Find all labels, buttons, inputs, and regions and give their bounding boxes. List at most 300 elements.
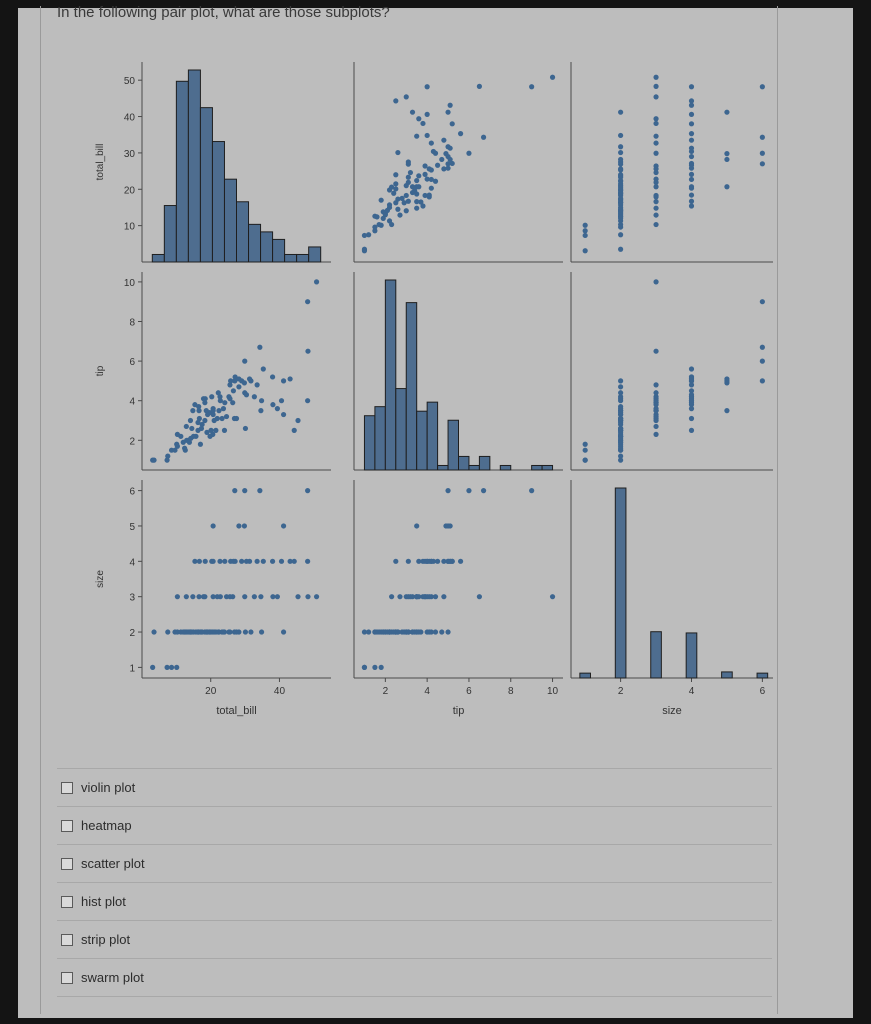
hist-bar-total-bill (297, 254, 309, 262)
scatter-point (222, 559, 227, 564)
scatter-point (427, 166, 432, 171)
subplot-size-vs-tip (354, 480, 563, 678)
scatter-point (550, 75, 555, 80)
scatter-point (653, 121, 658, 126)
scatter-point (395, 207, 400, 212)
scatter-point (172, 629, 177, 634)
scatter-point (211, 408, 216, 413)
scatter-point (404, 94, 409, 99)
scatter-point (203, 396, 208, 401)
hist-bar-tip (469, 465, 479, 470)
scatter-point (425, 112, 430, 117)
scatter-point (618, 406, 623, 411)
scatter-point (653, 432, 658, 437)
scatter-point (372, 629, 377, 634)
scatter-point (255, 559, 260, 564)
hist-bar-tip (396, 389, 406, 470)
scatter-point (200, 422, 205, 427)
scatter-point (416, 116, 421, 121)
subplot-size-vs-total_bill (142, 480, 331, 678)
scatter-point (242, 359, 247, 364)
scatter-point (760, 84, 765, 89)
scatter-point (188, 436, 193, 441)
scatter-point (653, 279, 658, 284)
scatter-point (244, 559, 249, 564)
scatter-point (760, 299, 765, 304)
scatter-point (397, 594, 402, 599)
y-tick-label: 10 (123, 221, 135, 233)
scatter-point (583, 228, 588, 233)
x-tick-label: 20 (205, 686, 217, 697)
option-label: strip plot (81, 932, 131, 947)
scatter-point (410, 110, 415, 115)
scatter-point (281, 523, 286, 528)
x-tick-label: 2 (617, 686, 624, 697)
scatter-point (236, 523, 241, 528)
scatter-point (653, 222, 658, 227)
scatter-point (188, 418, 193, 423)
scatter-point (653, 206, 658, 211)
y-axis-label: tip (95, 365, 106, 377)
scatter-point (257, 345, 262, 350)
subplot-total_bill-vs-tip (354, 62, 563, 262)
scatter-point (281, 412, 286, 417)
scatter-point (618, 224, 623, 229)
scatter-point (393, 172, 398, 177)
hist-bar-size (757, 673, 768, 678)
scatter-point (427, 192, 432, 197)
x-tick-label: 4 (424, 686, 430, 697)
scatter-point (242, 488, 247, 493)
scatter-point (477, 84, 482, 89)
scatter-point (192, 559, 197, 564)
scatter-point (618, 454, 623, 459)
scatter-point (281, 629, 286, 634)
scatter-point (188, 629, 193, 634)
scatter-point (257, 488, 262, 493)
scatter-point (362, 665, 367, 670)
scatter-point (406, 175, 411, 180)
scatter-point (196, 408, 201, 413)
y-tick-label: 4 (129, 396, 135, 408)
scatter-point (416, 173, 421, 178)
scatter-point (232, 488, 237, 493)
scatter-point (689, 163, 694, 168)
option-violin-plot[interactable] (57, 768, 772, 806)
scatter-point (236, 384, 241, 389)
scatter-point (689, 98, 694, 103)
scatter-point (653, 424, 658, 429)
scatter-point (653, 134, 658, 139)
scatter-point (227, 629, 232, 634)
scatter-point (222, 400, 227, 405)
scatter-point (618, 384, 623, 389)
scatter-point (653, 180, 658, 185)
scatter-point (209, 394, 214, 399)
scatter-point (242, 380, 247, 385)
hist-bar-tip (500, 465, 510, 470)
scatter-point (689, 112, 694, 117)
scatter-point (200, 629, 205, 634)
scatter-point (227, 594, 232, 599)
scatter-point (387, 187, 392, 192)
scatter-point (618, 150, 623, 155)
scatter-point (583, 223, 588, 228)
scatter-point (445, 629, 450, 634)
scatter-point (481, 488, 486, 493)
scatter-point (314, 594, 319, 599)
hist-bar-total-bill (224, 179, 236, 262)
scatter-point (184, 424, 189, 429)
scatter-point (204, 430, 209, 435)
scatter-point (653, 94, 658, 99)
scatter-point (425, 84, 430, 89)
scatter-point (448, 146, 453, 151)
scatter-point (211, 559, 216, 564)
scatter-point (689, 382, 694, 387)
scatter-point (305, 349, 310, 354)
scatter-point (689, 131, 694, 136)
x-tick-label: 2 (382, 686, 389, 697)
scatter-point (175, 432, 180, 437)
subplot-size-vs-size (571, 480, 773, 678)
scatter-point (242, 594, 247, 599)
scatter-point (234, 629, 239, 634)
page-background (18, 4, 853, 1018)
checkbox[interactable] (61, 858, 73, 870)
scatter-point (618, 422, 623, 427)
scatter-point (211, 523, 216, 528)
scatter-point (252, 394, 257, 399)
x-tick-label: 40 (273, 686, 286, 697)
scatter-point (653, 194, 658, 199)
y-tick-label: 10 (123, 277, 135, 289)
scatter-point (404, 208, 409, 213)
scatter-point (416, 594, 421, 599)
x-tick-label: 8 (507, 686, 514, 697)
scatter-point (689, 184, 694, 189)
scatter-point (439, 629, 444, 634)
scatter-point (362, 247, 367, 252)
checkbox[interactable] (61, 782, 73, 794)
scatter-point (760, 345, 765, 350)
scatter-point (529, 488, 534, 493)
option-hist-plot[interactable] (57, 882, 772, 920)
question-text: In the following pair plot, what are those subplots? (57, 4, 390, 21)
hist-bar-total-bill (212, 142, 224, 262)
scatter-point (305, 488, 310, 493)
scatter-point (618, 247, 623, 252)
checkbox[interactable] (61, 972, 73, 984)
scatter-point (425, 559, 430, 564)
scatter-point (435, 163, 440, 168)
hist-bar-tip (532, 465, 542, 470)
scatter-point (169, 665, 174, 670)
scatter-point (653, 199, 658, 204)
scatter-point (445, 488, 450, 493)
option-strip-plot[interactable] (57, 920, 772, 958)
scatter-point (618, 179, 623, 184)
scatter-point (441, 138, 446, 143)
scatter-point (259, 629, 264, 634)
subplot-tip-vs-total_bill (142, 272, 331, 470)
scatter-point (172, 448, 177, 453)
scatter-point (583, 458, 588, 463)
scatter-point (583, 233, 588, 238)
y-tick-label: 8 (129, 317, 135, 329)
scatter-point (216, 390, 221, 395)
scatter-point (618, 232, 623, 237)
scatter-point (270, 559, 275, 564)
scatter-point (760, 161, 765, 166)
checkbox[interactable] (61, 820, 73, 832)
hist-bar-size (580, 673, 591, 678)
scatter-point (477, 594, 482, 599)
y-tick-label: 1 (129, 663, 135, 675)
y-tick-label: 40 (123, 112, 135, 124)
scatter-point (618, 378, 623, 383)
checkbox[interactable] (61, 934, 73, 946)
scatter-point (195, 428, 200, 433)
scatter-point (414, 191, 419, 196)
scatter-point (429, 186, 434, 191)
scatter-point (414, 523, 419, 528)
x-axis-label: size (662, 705, 682, 717)
y-tick-label: 50 (123, 76, 135, 88)
scatter-point (618, 144, 623, 149)
scatter-point (389, 594, 394, 599)
hist-bar-total-bill (164, 206, 176, 262)
x-axis-label: total_bill (216, 705, 257, 717)
hist-bar-size (615, 488, 626, 678)
scatter-point (261, 559, 266, 564)
y-tick-label: 2 (129, 436, 135, 448)
scatter-point (248, 629, 253, 634)
option-label: violin plot (81, 780, 136, 795)
scatter-point (466, 488, 471, 493)
scatter-point (372, 224, 377, 229)
scatter-point (222, 428, 227, 433)
scatter-point (425, 133, 430, 138)
scatter-point (448, 103, 453, 108)
scatter-point (216, 629, 221, 634)
scatter-point (189, 426, 194, 431)
scatter-point (174, 665, 179, 670)
scatter-point (653, 116, 658, 121)
scatter-point (288, 376, 293, 381)
scatter-point (259, 398, 264, 403)
scatter-point (689, 392, 694, 397)
scatter-point (431, 149, 436, 154)
scatter-point (618, 430, 623, 435)
scatter-point (760, 151, 765, 156)
scatter-point (618, 166, 623, 171)
scatter-point (653, 406, 658, 411)
scatter-point (393, 200, 398, 205)
scatter-point (420, 203, 425, 208)
scatter-point (175, 594, 180, 599)
scatter-point (724, 184, 729, 189)
hist-bar-tip (448, 420, 458, 470)
scatter-point (395, 150, 400, 155)
scatter-point (279, 398, 284, 403)
scatter-point (689, 428, 694, 433)
scatter-point (445, 161, 450, 166)
scatter-point (305, 559, 310, 564)
hist-bar-total-bill (273, 239, 285, 262)
scatter-point (231, 388, 236, 393)
hist-bar-total-bill (237, 202, 249, 262)
subplot-total_bill-vs-size (571, 62, 773, 262)
scatter-point (391, 629, 396, 634)
hist-bar-tip (417, 411, 427, 470)
scatter-point (481, 135, 486, 140)
scatter-point (441, 559, 446, 564)
option-scatter-plot[interactable] (57, 844, 772, 882)
scatter-point (408, 170, 413, 175)
scatter-point (393, 98, 398, 103)
question-card (40, 6, 778, 1014)
scatter-point (689, 121, 694, 126)
scatter-point (583, 442, 588, 447)
scatter-point (151, 458, 156, 463)
x-tick-label: 6 (759, 686, 766, 697)
scatter-point (724, 157, 729, 162)
scatter-point (366, 232, 371, 237)
scatter-point (247, 376, 252, 381)
scatter-point (295, 594, 300, 599)
hist-bar-size (686, 633, 697, 678)
scatter-point (270, 594, 275, 599)
scatter-point (399, 629, 404, 634)
scatter-point (203, 559, 208, 564)
scatter-point (165, 629, 170, 634)
scatter-point (184, 594, 189, 599)
option-heatmap[interactable] (57, 806, 772, 844)
scatter-point (466, 151, 471, 156)
scatter-point (252, 594, 257, 599)
scatter-point (239, 559, 244, 564)
scatter-point (385, 208, 390, 213)
y-tick-label: 20 (123, 185, 135, 197)
scatter-point (281, 378, 286, 383)
scatter-point (406, 559, 411, 564)
scatter-point (372, 665, 377, 670)
scatter-point (190, 408, 195, 413)
scatter-point (391, 191, 396, 196)
x-tick-label: 10 (546, 686, 559, 697)
scatter-point (653, 75, 658, 80)
scatter-point (618, 173, 623, 178)
x-tick-label: 6 (466, 686, 472, 697)
scatter-point (215, 416, 220, 421)
scatter-point (618, 396, 623, 401)
scatter-point (618, 448, 623, 453)
scatter-point (618, 390, 623, 395)
scatter-point (689, 154, 694, 159)
scatter-point (689, 192, 694, 197)
scatter-point (406, 180, 411, 185)
scatter-point (689, 203, 694, 208)
scatter-point (261, 366, 266, 371)
scatter-point (379, 665, 384, 670)
scatter-point (414, 206, 419, 211)
option-swarm-plot[interactable] (57, 958, 772, 997)
scatter-point (198, 442, 203, 447)
scatter-point (689, 406, 694, 411)
scatter-point (197, 559, 202, 564)
scatter-point (204, 629, 209, 634)
scatter-point (204, 408, 209, 413)
scatter-point (420, 121, 425, 126)
hist-bar-size (651, 632, 662, 678)
scatter-point (689, 376, 694, 381)
scatter-point (414, 199, 419, 204)
scatter-point (450, 121, 455, 126)
option-label: heatmap (81, 818, 132, 833)
scatter-point (393, 559, 398, 564)
scatter-point (760, 378, 765, 383)
x-axis-label: tip (452, 705, 465, 717)
scatter-point (292, 428, 297, 433)
scatter-point (653, 151, 658, 156)
scatter-point (190, 594, 195, 599)
scatter-point (164, 665, 169, 670)
scatter-point (270, 402, 275, 407)
scatter-point (760, 135, 765, 140)
scatter-point (275, 406, 280, 411)
checkbox[interactable] (61, 896, 73, 908)
scatter-point (427, 629, 432, 634)
y-tick-label: 6 (129, 486, 135, 498)
scatter-point (689, 138, 694, 143)
option-label: swarm plot (81, 970, 144, 985)
y-axis-label: size (95, 570, 106, 588)
scatter-point (217, 559, 222, 564)
scatter-point (397, 212, 402, 217)
scatter-point (618, 110, 623, 115)
scatter-point (618, 191, 623, 196)
scatter-point (406, 159, 411, 164)
scatter-point (445, 110, 450, 115)
hist-bar-size (722, 672, 733, 678)
y-tick-label: 30 (123, 148, 135, 160)
scatter-point (618, 208, 623, 213)
scatter-point (550, 594, 555, 599)
hist-bar-tip (375, 407, 385, 470)
option-label: scatter plot (81, 856, 145, 871)
y-axis-label: total_bill (95, 143, 106, 181)
scatter-point (441, 594, 446, 599)
scatter-point (422, 172, 427, 177)
scatter-point (219, 416, 224, 421)
hist-bar-tip (542, 465, 552, 470)
y-tick-label: 6 (129, 357, 135, 369)
scatter-point (242, 523, 247, 528)
option-label: hist plot (81, 894, 126, 909)
scatter-point (181, 440, 186, 445)
scatter-point (689, 416, 694, 421)
scatter-point (215, 594, 220, 599)
scatter-point (583, 448, 588, 453)
scatter-point (653, 416, 658, 421)
x-tick-label: 4 (688, 686, 695, 697)
scatter-point (583, 248, 588, 253)
scatter-point (689, 84, 694, 89)
scatter-point (270, 374, 275, 379)
scatter-point (618, 196, 623, 201)
scatter-point (381, 216, 386, 221)
